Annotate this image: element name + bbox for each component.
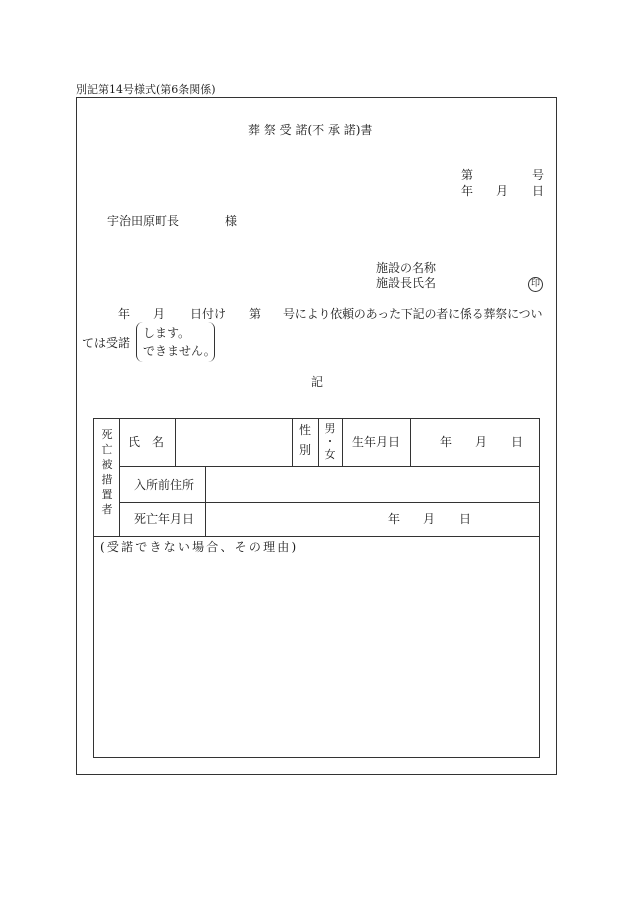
body-date-suffix: 日付け xyxy=(190,307,227,321)
date-day: 日 xyxy=(532,184,545,198)
seal-mark: 印 xyxy=(528,277,543,292)
gender-options: 男 ・ 女 xyxy=(324,422,336,461)
gender-label: 性 別 xyxy=(298,423,311,457)
name-label: 氏 名 xyxy=(128,435,165,449)
form-label: 別記第14号様式(第6条関係) xyxy=(76,83,216,96)
body-line2-prefix: ては受諾 xyxy=(82,336,131,350)
addressee-name: 宇治田原町長 xyxy=(107,214,180,228)
number-dai: 第 xyxy=(461,168,474,182)
option-yes: します。 xyxy=(143,326,191,340)
number-go: 号 xyxy=(532,168,545,182)
facility-head-label: 施設長氏名 xyxy=(376,276,437,290)
body-text: 号により依頼のあった下記の者に係る葬祭につい xyxy=(283,307,543,321)
prev-address-label: 入所前住所 xyxy=(134,478,195,492)
birth-year: 年 xyxy=(440,435,453,449)
body-month: 月 xyxy=(153,307,166,321)
date-year: 年 xyxy=(461,184,474,198)
reason-label: (受諾できない場合、その理由) xyxy=(100,540,299,554)
birth-day: 日 xyxy=(511,435,524,449)
death-month: 月 xyxy=(423,512,436,526)
document-title: 葬 祭 受 諾(不 承 諾)書 xyxy=(248,123,373,137)
body-year: 年 xyxy=(118,307,131,321)
option-no: できません。 xyxy=(143,344,216,358)
ki-heading: 記 xyxy=(311,375,324,389)
death-date-label: 死亡年月日 xyxy=(134,512,195,526)
facility-name-label: 施設の名称 xyxy=(376,261,437,275)
birth-month: 月 xyxy=(475,435,488,449)
death-year: 年 xyxy=(388,512,401,526)
deceased-info-table xyxy=(93,418,540,758)
addressee-honorific: 様 xyxy=(225,214,238,228)
birth-date-label: 生年月日 xyxy=(352,435,401,449)
death-day: 日 xyxy=(459,512,472,526)
side-label-deceased: 死 亡 被 措 置 者 xyxy=(101,428,113,516)
date-month: 月 xyxy=(496,184,509,198)
body-dai: 第 xyxy=(249,307,262,321)
